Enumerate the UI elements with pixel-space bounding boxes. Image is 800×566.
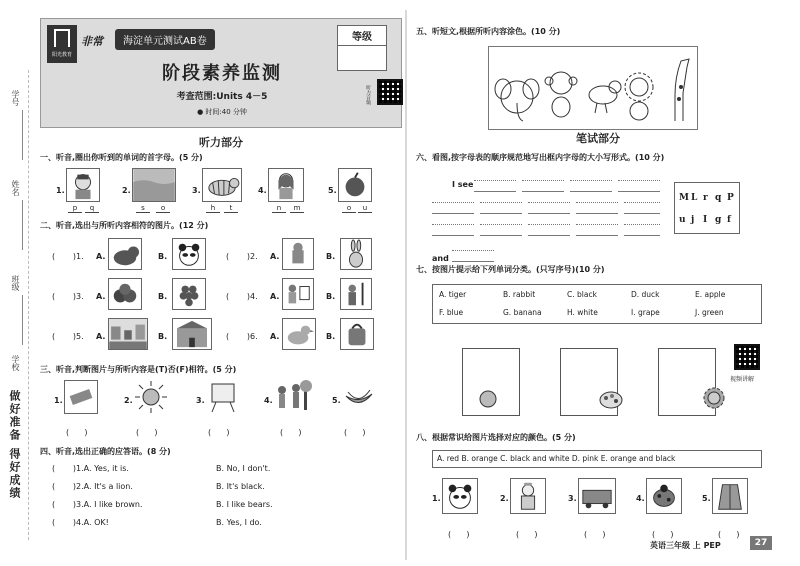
nurse-icon (510, 478, 546, 514)
tiger-icon (202, 168, 242, 202)
brand-text: 非常 (81, 35, 103, 48)
life-vest-icon (712, 478, 748, 514)
item-number: 4. (636, 494, 645, 503)
time-limit: ● 时间:40 分钟 (197, 108, 247, 116)
duck-icon[interactable] (282, 318, 316, 350)
option-a: A. (270, 292, 280, 301)
giraffe-icon[interactable] (675, 59, 689, 121)
option-b: B. (326, 252, 336, 261)
left-page (40, 18, 402, 558)
gate-icon (54, 29, 70, 47)
page-title: 阶段素养监测 (162, 63, 282, 84)
class-label: 班级 (11, 275, 20, 291)
option-a: A. (96, 252, 106, 261)
option-a: A. (96, 292, 106, 301)
written-part-title: 笔试部分 (576, 132, 620, 145)
answer-bracket[interactable]: ( )6. (226, 332, 258, 341)
coloring-animals-frame (488, 46, 698, 130)
option-a: A. (270, 332, 280, 341)
answer-bracket[interactable]: ( )1. (52, 252, 84, 261)
response-option-b[interactable]: B. No, I don't. (216, 464, 271, 473)
footer-text: 英语三年级 上 PEP (650, 541, 721, 550)
boy-icon (66, 168, 100, 202)
box-letter: u (679, 215, 686, 225)
answer-bracket[interactable]: ( ) (208, 428, 230, 437)
q1-title: 一、听音,圈出你听到的单词的首字母。(5 分) (40, 153, 203, 162)
bear-toy-icon[interactable] (282, 238, 314, 270)
name-line (22, 200, 23, 250)
option-b: B. (158, 332, 168, 341)
grapes-icon[interactable] (172, 278, 206, 310)
person-tree-icon[interactable] (340, 278, 372, 310)
response-option-a[interactable]: ( )2.A. It's a lion. (52, 482, 133, 491)
name-label: 姓名 (11, 180, 20, 196)
word-item: A. tiger (439, 290, 467, 299)
item-number: 3. (568, 494, 577, 503)
right-page (412, 18, 784, 558)
writing-line[interactable] (522, 180, 564, 192)
student-id-line (22, 110, 23, 160)
q6-title: 六、看图,按字母表的顺序规范地写出框内字母的大小写形式。(10 分) (416, 153, 665, 162)
letter-option[interactable]: m (290, 204, 304, 213)
monkey-icon[interactable] (545, 72, 577, 117)
answer-bracket[interactable]: ( ) (718, 530, 740, 539)
lion-icon[interactable] (625, 73, 653, 120)
family-picnic-icon (274, 380, 314, 416)
word-item: H. white (567, 308, 598, 317)
banana-icon (342, 380, 376, 414)
answer-bracket[interactable]: ( ) (448, 530, 470, 539)
grade-label: 等级 (338, 26, 386, 46)
paint-tube-icon (64, 380, 98, 414)
time-text: 时间:40 分钟 (205, 108, 247, 116)
exam-header (40, 18, 402, 128)
sea-icon (132, 168, 176, 202)
box-letter: M (679, 193, 689, 203)
lion-head-icon (702, 386, 726, 410)
i-see-label: I see (452, 180, 474, 189)
panda-icon (442, 478, 478, 514)
item-number: 5. (332, 396, 341, 405)
series-badge: 海淀单元测试AB卷 (115, 29, 215, 50)
writing-line[interactable] (432, 224, 474, 236)
answer-bracket[interactable]: ( )2. (226, 252, 258, 261)
option-b: B. (158, 252, 168, 261)
writing-line[interactable] (452, 250, 494, 262)
orange-icon (338, 168, 372, 202)
writing-line[interactable] (474, 180, 516, 192)
response-option-b[interactable]: B. I like bears. (216, 500, 273, 509)
qr-label: 视频讲解 (730, 376, 755, 383)
letter-option[interactable]: t (224, 204, 238, 213)
and-label: and (432, 254, 449, 263)
bag-icon[interactable] (340, 318, 374, 350)
answer-bracket[interactable]: ( ) (136, 428, 158, 437)
item-number: 5. (328, 186, 337, 195)
plums-icon[interactable] (108, 278, 142, 310)
page-fold (405, 10, 407, 560)
panda-icon[interactable] (172, 238, 206, 270)
answer-bracket[interactable]: ( ) (584, 530, 606, 539)
answer-bracket[interactable]: ( ) (344, 428, 366, 437)
exam-scope: 考查范围:Units 4－5 (176, 92, 268, 102)
audio-qr-code[interactable] (377, 79, 403, 105)
word-item: G. banana (503, 308, 542, 317)
rabbit-icon[interactable] (340, 238, 372, 270)
color-options: A. red B. orange C. black and white D. pink E. orange and black (432, 450, 762, 468)
video-qr-code[interactable] (734, 344, 760, 370)
response-option-a[interactable]: ( )4.A. OK! (52, 518, 109, 527)
writing-line[interactable] (480, 224, 522, 236)
box-letter: j (691, 215, 695, 225)
q3-title: 三、听音,判断图片与所听内容是(T)否(F)相符。(5 分) (40, 365, 237, 374)
box-letter: g (715, 215, 722, 225)
palette-icon (598, 388, 624, 410)
q5-title: 五、听短文,根据所听内容涂色。(10 分) (416, 27, 561, 36)
publisher-logo (47, 25, 77, 63)
answer-bracket[interactable]: ( ) (280, 428, 302, 437)
box-letter: r (703, 193, 708, 203)
page-number: 27 (750, 536, 772, 550)
binding-strip (0, 70, 34, 540)
writing-line[interactable] (570, 180, 612, 192)
q2-title: 二、听音,选出与所听内容相符的图片。(12 分) (40, 221, 209, 230)
binding-slogan: 做好准备 得好成绩 (8, 390, 21, 500)
word-item: I. grape (631, 308, 660, 317)
item-number: 3. (196, 396, 205, 405)
answer-bracket[interactable]: ( )4. (226, 292, 258, 301)
item-number: 4. (264, 396, 273, 405)
sun-icon (134, 380, 168, 414)
fire-truck-icon (578, 478, 616, 514)
elephant-icon[interactable] (495, 79, 539, 121)
writing-line[interactable] (576, 202, 618, 214)
easel-icon (206, 380, 240, 414)
letter-box (674, 182, 740, 234)
box-letter: L (691, 193, 698, 203)
option-a: A. (270, 252, 280, 261)
box-letter: q (715, 193, 722, 203)
option-b: B. (158, 292, 168, 301)
response-option-a[interactable]: ( )3.A. I like brown. (52, 500, 143, 509)
logo-caption: 阳光教育 (51, 52, 72, 58)
word-item: J. green (695, 308, 724, 317)
response-option-b[interactable]: B. It's black. (216, 482, 265, 491)
letter-option[interactable]: h (206, 204, 220, 213)
qr-note: 听力音频 (365, 85, 371, 105)
school-building-icon[interactable] (172, 318, 212, 350)
writing-line[interactable] (432, 202, 474, 214)
writing-line[interactable] (576, 224, 618, 236)
answer-bracket[interactable]: ( )3. (52, 292, 84, 301)
writing-line[interactable] (618, 180, 660, 192)
letter-option[interactable]: o (342, 204, 356, 213)
item-number: 1. (54, 396, 63, 405)
response-option-b[interactable]: B. Yes, I do. (216, 518, 262, 527)
student-id-label: 学号 (11, 90, 20, 106)
writing-line[interactable] (528, 202, 570, 214)
letter-option[interactable]: p (68, 204, 82, 213)
answer-bracket[interactable]: ( ) (652, 530, 674, 539)
writing-line[interactable] (528, 224, 570, 236)
ladybug-icon (646, 478, 682, 514)
item-number: 1. (56, 186, 65, 195)
bird-icon[interactable] (589, 81, 621, 113)
writing-line[interactable] (480, 202, 522, 214)
item-number: 2. (500, 494, 509, 503)
word-item: C. black (567, 290, 597, 299)
word-bank (432, 284, 762, 324)
q8-title: 八、根据常识给图片选择对应的颜色。(5 分) (416, 433, 576, 442)
item-number: 1. (432, 494, 441, 503)
word-item: D. duck (631, 290, 660, 299)
word-item: F. blue (439, 308, 464, 317)
answer-bracket[interactable]: ( ) (66, 428, 88, 437)
letter-option[interactable]: n (272, 204, 286, 213)
option-b: B. (326, 332, 336, 341)
item-number: 4. (258, 186, 267, 195)
peach-icon (476, 388, 500, 408)
letter-option[interactable]: u (358, 204, 372, 213)
letter-option[interactable]: q (85, 204, 99, 213)
q7-title: 七、按图片提示给下列单词分类。(只写序号)(10 分) (416, 265, 605, 274)
cut-line (28, 70, 29, 540)
kids-drawing-icon[interactable] (282, 278, 314, 310)
word-item: E. apple (695, 290, 726, 299)
girl-icon (268, 168, 304, 202)
box-letter: f (727, 215, 731, 225)
writing-line[interactable] (624, 224, 660, 236)
item-number: 2. (122, 186, 131, 195)
option-b: B. (326, 292, 336, 301)
item-number: 3. (192, 186, 201, 195)
class-line (22, 295, 23, 345)
answer-bracket[interactable]: ( )5. (52, 332, 84, 341)
answer-bracket[interactable]: ( ) (516, 530, 538, 539)
bear-icon[interactable] (108, 238, 142, 270)
q4-title: 四、听音,选出正确的应答语。(8 分) (40, 447, 171, 456)
response-option-a[interactable]: ( )1.A. Yes, it is. (52, 464, 129, 473)
item-number: 2. (124, 396, 133, 405)
option-a: A. (96, 332, 106, 341)
letter-option[interactable]: o (156, 204, 170, 213)
writing-line[interactable] (624, 202, 660, 214)
box-letter: P (727, 193, 734, 203)
item-number: 5. (702, 494, 711, 503)
street-icon[interactable] (108, 318, 148, 350)
box-letter: I (703, 215, 708, 225)
listening-part-title: 听力部分 (199, 136, 243, 149)
letter-option[interactable]: s (136, 204, 150, 213)
word-item: B. rabbit (503, 290, 536, 299)
school-label: 学校 (11, 355, 20, 371)
